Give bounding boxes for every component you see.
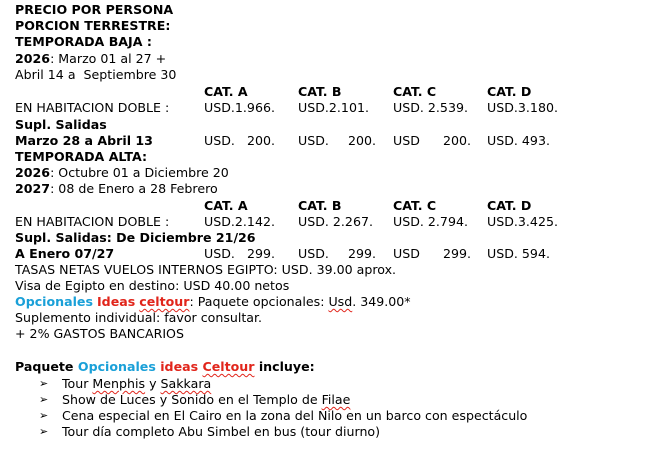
high-price-cat-b: USD. 2.267.: [298, 214, 373, 229]
high-season-year-1: 2026: [15, 165, 51, 180]
package-post: incluye:: [254, 359, 315, 374]
item-text-menphis: Menphis: [92, 376, 146, 391]
optionals-price: . 349.00*: [352, 294, 411, 309]
package-optionals-word: Opcionales: [77, 359, 156, 374]
high-season-dates-1: [15, 165, 229, 181]
low-season-dates-1: [15, 51, 166, 67]
cat-a-header-2: CAT. A: [204, 198, 248, 213]
low-supplement-dates: Marzo 28 a Abril 13: [15, 133, 153, 148]
high-price-cat-a: USD.2.142.: [204, 214, 275, 229]
high-price-cat-c: USD. 2.794.: [393, 214, 468, 229]
item-text: y: [145, 376, 161, 391]
low-supl-cat-d: USD. 493.: [487, 133, 550, 148]
high-supl-cat-a-cur: USD.: [204, 246, 235, 261]
bank-fees-note: + 2% GASTOS BANCARIOS: [15, 326, 184, 341]
item-text-sakkara: Sakkara: [160, 376, 212, 391]
arrow-bullet-icon: ➢: [39, 425, 49, 438]
package-pre: Paquete: [15, 359, 78, 374]
optionals-line: [15, 294, 411, 310]
high-season-range-1: : Octubre 01 a Diciembre 20: [50, 165, 229, 180]
high-season-dates-2: [15, 181, 218, 197]
arrow-bullet-icon: ➢: [39, 409, 49, 422]
high-supplement-dates: A Enero 07/27: [15, 246, 115, 261]
high-supl-cat-c-val: 299.: [443, 246, 472, 261]
double-room-label-2: EN HABITACION DOBLE :: [15, 214, 170, 229]
low-supplement-heading: Supl. Salidas: [15, 117, 107, 132]
cat-c-header: CAT. C: [393, 84, 437, 99]
single-supplement-note: Suplemento individual: favor consultar.: [15, 310, 263, 325]
cat-c-header-2: CAT. C: [393, 198, 437, 213]
cat-a-header: CAT. A: [204, 84, 248, 99]
low-supl-cat-a-val: 200.: [247, 133, 276, 148]
low-price-cat-d: USD.3.180.: [487, 100, 558, 115]
low-price-cat-b: USD.2.101.: [298, 100, 369, 115]
low-season-range-1: : Marzo 01 al 27 +: [50, 51, 167, 66]
domestic-flights-tax: TASAS NETAS VUELOS INTERNOS EGIPTO: USD. 39.00 aprox.: [15, 262, 397, 277]
package-item-3: Cena especial en El Cairo en la zona del Nilo en un barco con espectáculo: [62, 408, 528, 423]
item-text: Tour: [62, 376, 93, 391]
visa-note: Visa de Egipto en destino: USD 40.00 netos: [15, 278, 290, 293]
package-item-2: [62, 392, 350, 408]
cat-b-header: CAT. B: [298, 84, 342, 99]
item-text-filae: Filae: [321, 392, 351, 407]
high-supl-cat-c-cur: USD: [393, 246, 420, 261]
package-ideas-word: ideas: [160, 359, 199, 374]
title-land-portion: PORCION TERRESTRE:: [15, 18, 171, 33]
item-text: Show de Luces y Sonido en el Templo de: [62, 392, 322, 407]
low-price-cat-c: USD. 2.539.: [393, 100, 468, 115]
optionals-word: Opcionales: [15, 294, 93, 309]
arrow-bullet-icon: ➢: [39, 377, 49, 390]
low-supl-cat-b-val: 200.: [348, 133, 377, 148]
arrow-bullet-icon: ➢: [39, 393, 49, 406]
package-item-1: [62, 376, 211, 392]
low-season-year: 2026: [15, 51, 51, 66]
high-season-heading: TEMPORADA ALTA:: [15, 149, 148, 164]
title-price-per-person: PRECIO POR PERSONA: [15, 2, 174, 17]
double-room-label: EN HABITACION DOBLE :: [15, 100, 170, 115]
high-price-cat-d: USD.3.425.: [487, 214, 558, 229]
package-item-4: Tour día completo Abu Simbel en bus (tour diurno): [62, 424, 381, 439]
high-season-range-2: : 08 de Enero a 28 Febrero: [50, 181, 218, 196]
low-supl-cat-c-val: 200.: [443, 133, 472, 148]
cat-d-header-2: CAT. D: [487, 198, 532, 213]
package-heading: [15, 359, 315, 375]
low-supl-cat-b-cur: USD.: [298, 133, 329, 148]
high-supplement-heading: Supl. Salidas: De Diciembre 21/26: [15, 230, 256, 245]
high-supl-cat-b-val: 299.: [348, 246, 377, 261]
celtour-word: celtour: [139, 294, 190, 309]
high-supl-cat-a-val: 299.: [247, 246, 276, 261]
ideas-word: Ideas: [97, 294, 136, 309]
high-supl-cat-b-cur: USD.: [298, 246, 329, 261]
low-season-dates-2: Abril 14 a Septiembre 30: [15, 67, 177, 82]
cat-b-header-2: CAT. B: [298, 198, 342, 213]
high-season-year-2: 2027: [15, 181, 51, 196]
low-supl-cat-a-cur: USD.: [204, 133, 235, 148]
optionals-package-text: : Paquete opcionales:: [189, 294, 329, 309]
package-celtour-word: Celtour: [202, 359, 255, 374]
high-supl-cat-d: USD. 594.: [487, 246, 550, 261]
low-season-heading: TEMPORADA BAJA :: [15, 34, 152, 49]
optionals-usd: Usd: [328, 294, 353, 309]
low-price-cat-a: USD.1.966.: [204, 100, 275, 115]
cat-d-header: CAT. D: [487, 84, 532, 99]
low-supl-cat-c-cur: USD: [393, 133, 420, 148]
